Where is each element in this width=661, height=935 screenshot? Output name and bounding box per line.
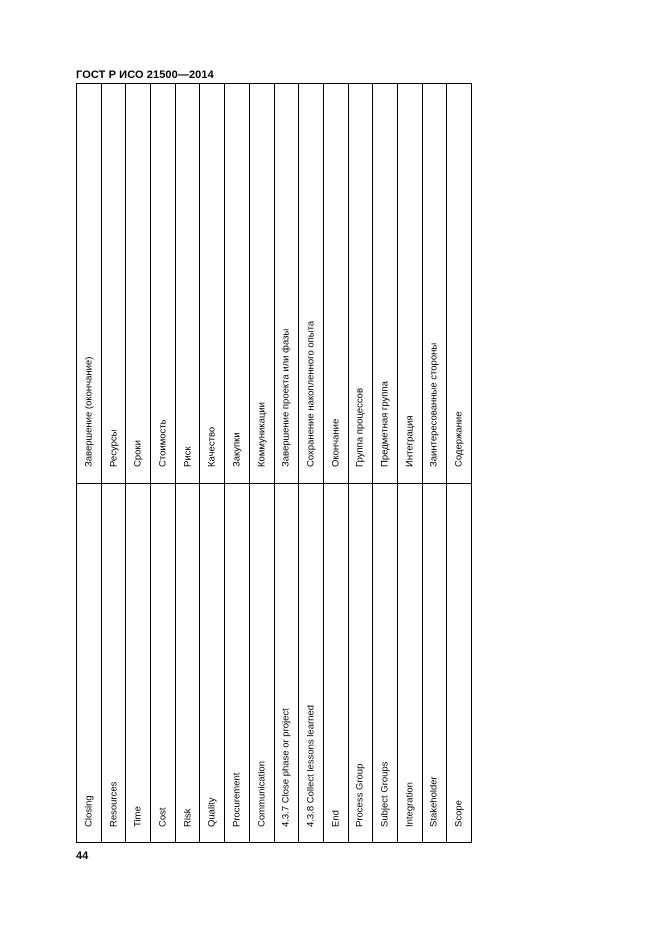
term-en-cell xyxy=(398,484,422,844)
term-en-cell xyxy=(349,484,373,844)
term-ru: Содержание xyxy=(453,410,465,467)
term-ru: Риск xyxy=(181,445,193,467)
term-ru: Ресурсы xyxy=(107,429,119,467)
term-en: Communication xyxy=(255,760,267,827)
table-row xyxy=(125,84,150,842)
term-ru: Сохранение накопленного опыта xyxy=(305,320,317,467)
term-ru-cell xyxy=(299,84,323,484)
term-ru-cell xyxy=(398,84,422,484)
table-row xyxy=(446,84,471,842)
term-en-cell xyxy=(275,484,299,844)
term-ru-cell xyxy=(275,84,299,484)
term-en: Resources xyxy=(107,781,119,827)
term-ru: Завершение (окончание) xyxy=(83,356,95,467)
term-ru-cell xyxy=(102,84,126,484)
term-ru-cell xyxy=(77,84,101,484)
term-en: Procurement xyxy=(231,772,243,827)
term-ru-cell xyxy=(373,84,397,484)
term-en: Risk xyxy=(181,808,193,827)
term-ru: Стоимость xyxy=(157,418,169,467)
table-row xyxy=(77,84,101,842)
term-en-cell xyxy=(126,484,150,844)
page-number: 44 xyxy=(76,850,89,862)
term-ru: Качество xyxy=(206,426,218,467)
term-ru: Закупки xyxy=(231,431,243,467)
table-row xyxy=(323,84,348,842)
table-row xyxy=(249,84,274,842)
table-row xyxy=(150,84,175,842)
term-en: Stakeholder xyxy=(428,775,440,827)
table-row xyxy=(348,84,373,842)
column-divider xyxy=(76,483,472,484)
table-row xyxy=(372,84,397,842)
document-header: ГОСТ Р ИСО 21500—2014 xyxy=(76,69,214,81)
term-ru-cell xyxy=(200,84,224,484)
term-en: Time xyxy=(132,805,144,827)
term-en: Scope xyxy=(453,799,465,827)
term-ru: Окончание xyxy=(329,418,341,467)
term-ru-cell xyxy=(447,84,471,484)
term-ru: Сроки xyxy=(132,439,144,467)
table-row xyxy=(199,84,224,842)
term-en-cell xyxy=(324,484,348,844)
term-ru-cell xyxy=(126,84,150,484)
term-ru-cell xyxy=(151,84,175,484)
term-en: Integration xyxy=(404,781,416,827)
term-en-cell xyxy=(200,484,224,844)
term-en: 4.3.8 Collect lessons learned xyxy=(305,704,317,827)
terms-table xyxy=(76,83,472,843)
term-en-cell xyxy=(423,484,447,844)
term-en-cell xyxy=(299,484,323,844)
term-en-cell xyxy=(225,484,249,844)
term-en: Subject Groups xyxy=(379,761,391,827)
term-ru-cell xyxy=(349,84,373,484)
table-row xyxy=(224,84,249,842)
table-row xyxy=(274,84,299,842)
term-ru: Предметная группа xyxy=(379,380,391,467)
term-ru: Интеграция xyxy=(404,414,416,467)
term-ru: Группа процессов xyxy=(354,387,366,467)
term-en-cell xyxy=(373,484,397,844)
table-row xyxy=(422,84,447,842)
term-ru-cell xyxy=(423,84,447,484)
term-ru: Заинтересованные стороны xyxy=(428,342,440,467)
table-row xyxy=(397,84,422,842)
term-en-cell xyxy=(176,484,200,844)
term-ru-cell xyxy=(225,84,249,484)
term-en: Cost xyxy=(157,806,169,827)
term-en: Quality xyxy=(206,796,218,827)
term-ru-cell xyxy=(250,84,274,484)
table-row xyxy=(101,84,126,842)
term-en: Process Group xyxy=(354,763,366,827)
term-en: End xyxy=(329,809,341,827)
term-en-cell xyxy=(77,484,101,844)
term-en-cell xyxy=(250,484,274,844)
term-en: Closing xyxy=(83,794,95,827)
term-ru: Завершение проекта или фазы xyxy=(280,328,292,467)
table-row xyxy=(175,84,200,842)
term-en-cell xyxy=(151,484,175,844)
term-en: 4.3.7 Close phase or project xyxy=(280,707,292,827)
term-en-cell xyxy=(447,484,471,844)
term-ru-cell xyxy=(176,84,200,484)
table-row xyxy=(298,84,323,842)
term-ru-cell xyxy=(324,84,348,484)
term-en-cell xyxy=(102,484,126,844)
term-ru: Коммуникации xyxy=(255,401,267,467)
